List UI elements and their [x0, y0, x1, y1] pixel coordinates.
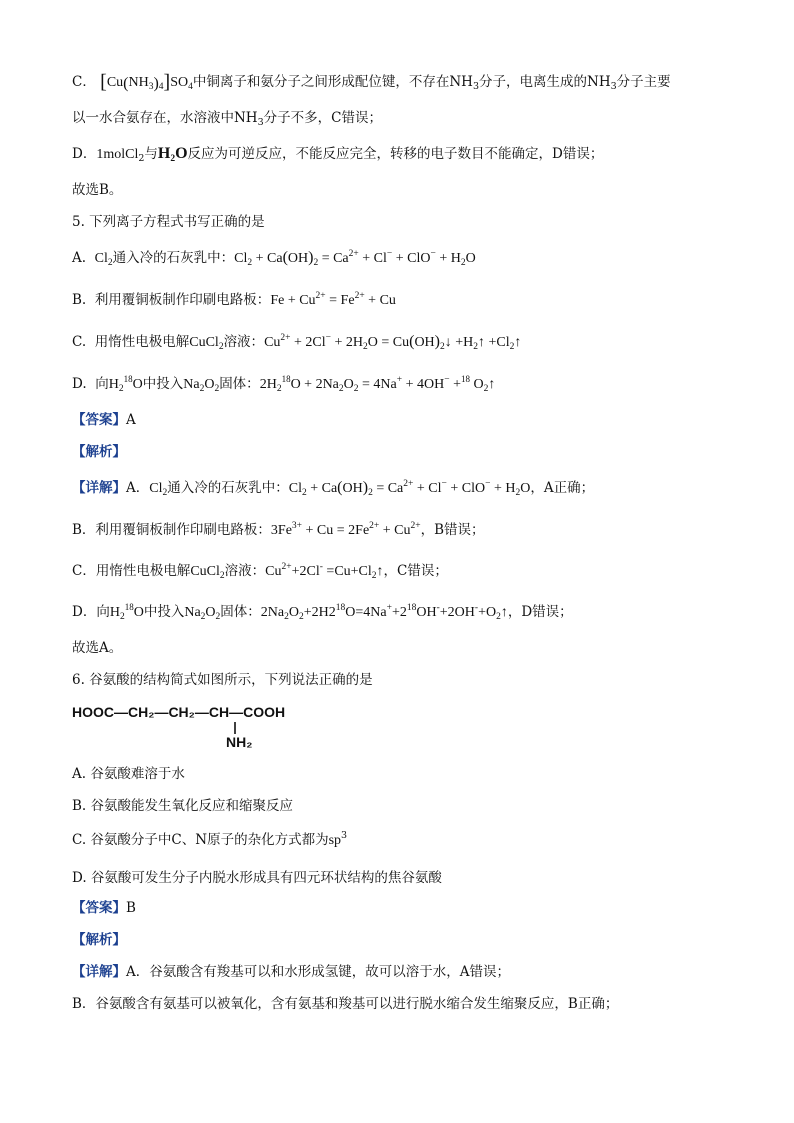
conclusion-5: 故选A。: [72, 640, 123, 656]
question-6-option-b: B. 谷氨酸能发生氧化反应和缩聚反应: [72, 798, 294, 814]
question-5-option-d: D. 向$H_2^{18}O$中投入$Na_2O_2$固体：$2H_2^{18}O + 2Na_2O_2 = 4Na^+ + 4OH^- +^{18}$ $O_2↑$: [72, 374, 496, 394]
question-6-option-a: A. 谷氨酸难溶于水: [72, 766, 185, 782]
conclusion-4: 故选B。: [72, 182, 123, 198]
glutamic-acid-structure: [72, 700, 312, 752]
question-6-detail-a: 【详解】A．谷氨酸含有羧基可以和水形成氢键，故可以溶于水，A错误；: [72, 964, 510, 980]
question-5-option-b: B. 利用覆铜板制作印刷电路板：$Fe + Cu^{2+} = Fe^{2+} + Cu$: [72, 291, 396, 308]
question-5-detail-a: 【详解】A．$Cl_2$通入冷的石灰乳中：$Cl_2 + Ca(OH)_2 = Ca^{2+} + Cl^- + ClO^- + H_2O$，A正确；: [72, 479, 595, 498]
question-5-option-a: A. $Cl_2$通入冷的石灰乳中：$Cl_2 + Ca(OH)_2 = Ca^{2+} + Cl^- + ClO^- + H_2O$: [72, 249, 476, 268]
equation-c: $Cu^{2+} + 2Cl^- + 2H_2O$ = $Cu(OH)_2↓$ $+H_2↑$ $+Cl_2↑$: [264, 333, 522, 352]
equation-d: $2H_2^{18}O + 2Na_2O_2 = 4Na^+ + 4OH^- +^{18}$ $O_2↑$: [259, 374, 496, 394]
equation-b: $Fe + Cu^{2+} = Fe^{2+} + Cu$: [270, 291, 396, 308]
question-6-option-d: D. 谷氨酸可发生分子内脱水形成具有四元环状结构的焦谷氨酸: [72, 870, 442, 886]
question-6-option-c: C. 谷氨酸分子中C、N原子的杂化方式都为$sp^3$: [72, 830, 348, 848]
structure-amino-group: NH₂: [226, 734, 253, 750]
question-6-analysis-tag: 【解析】: [72, 932, 126, 948]
question-5-option-c: C. 用惰性电极电解CuCl$_2$溶液：$Cu^{2+} + 2Cl^- + 2H_2O$ = $Cu(OH)_2↓$ $+H_2↑$ $+Cl_2↑$: [72, 333, 522, 352]
explanation-c-line1: C． $[Cu(NH_3)_4]SO_4$中铜离子和氨分子之间形成配位键，不存在$NH_3$分子，电离生成的$NH_3$分子主要: [72, 71, 671, 93]
structure-main-chain: HOOC—CH₂—CH₂—CH—COOH: [72, 704, 286, 720]
question-6-detail-b: B．谷氨酸含有氨基可以被氧化，含有氨基和羧基可以进行脱水缩合发生缩聚反应，B正确；: [72, 996, 619, 1012]
explanation-c-line2: 以一水合氨存在，水溶液中$NH_3$分子不多，C错误；: [72, 110, 382, 128]
question-5-analysis-tag: 【解析】: [72, 444, 126, 460]
formula-h2o: $H_2O$: [157, 145, 188, 164]
question-5-stem: 5. 下列离子方程式书写正确的是: [72, 214, 265, 230]
question-6-answer: 【答案】B: [72, 900, 136, 916]
equation-a: $Cl_2 + Ca(OH)_2 = Ca^{2+} + Cl^- + ClO^- + H_2O$: [234, 249, 476, 268]
question-5-detail-c: C．用惰性电极电解CuCl$_2$溶液：$Cu^{2+}+2Cl^-$ $=Cu+Cl_2↑$，C错误；: [72, 562, 448, 581]
formula-cu-nh3-4-so4: $[Cu(NH_3)_4]SO_4$: [100, 71, 193, 93]
question-5-detail-d: D．向$H_2^{18}O$中投入$Na_2O_2$固体：$2Na_2O_2+2H2^{18}O=4Na^++2^{18}OH^-+2OH^-+O_2↑$，D错误；: [72, 602, 573, 622]
question-5-answer: 【答案】A: [72, 412, 136, 428]
question-5-detail-b: B．利用覆铜板制作印刷电路板：$3Fe^{3+} + Cu = 2Fe^{2+} + Cu^{2+}$，B错误；: [72, 521, 485, 538]
question-6-stem: 6. 谷氨酸的结构简式如图所示，下列说法正确的是: [72, 672, 373, 688]
explanation-d-line: D．1molCl$_2$与$H_2O$反应为可逆反应，不能反应完全，转移的电子数目不能确定，D错误；: [72, 145, 604, 164]
